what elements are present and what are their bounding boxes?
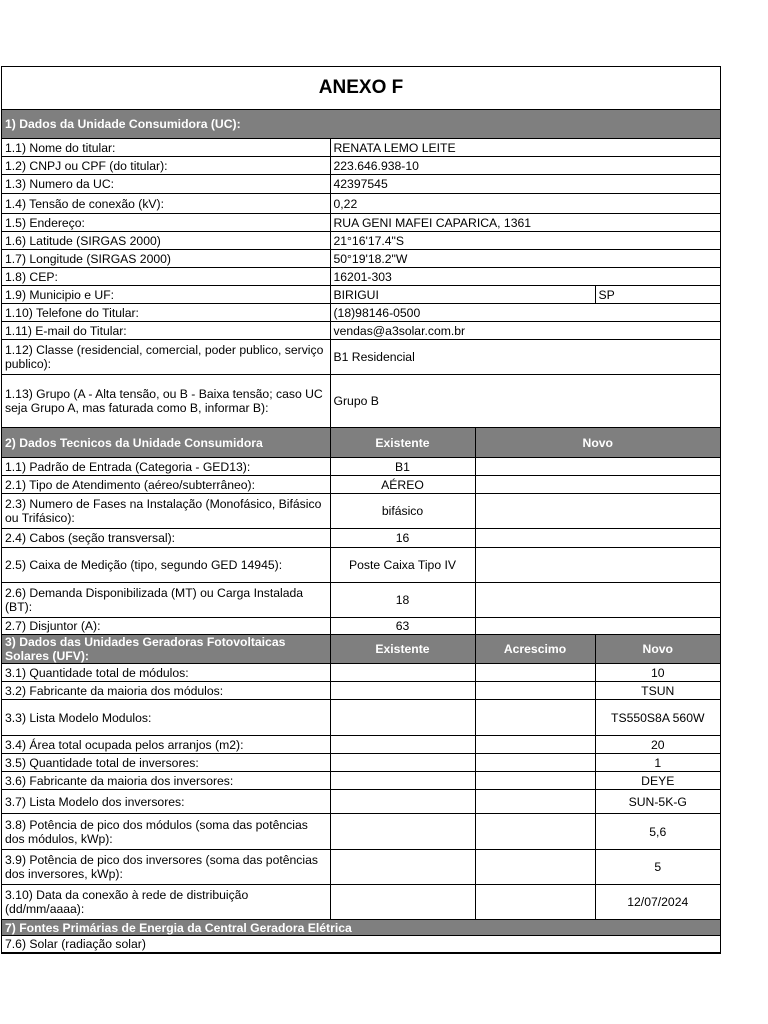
novo-value: DEYE <box>595 772 720 790</box>
existente-value <box>330 664 475 682</box>
existente-value: 63 <box>330 618 475 635</box>
acrescimo-value <box>475 682 595 700</box>
field-value: B1 Residencial <box>330 340 720 375</box>
title-row <box>2 67 720 110</box>
existente-value <box>330 850 475 885</box>
field-value: RENATA LEMO LEITE <box>330 139 720 157</box>
acrescimo-value <box>475 754 595 772</box>
field-label: 1.11) E-mail do Titular: <box>2 322 330 340</box>
novo-value: 20 <box>595 736 720 754</box>
existente-value <box>330 754 475 772</box>
field-label: 1.10) Telefone do Titular: <box>2 304 330 322</box>
table-row <box>2 157 720 175</box>
acrescimo-value <box>475 850 595 885</box>
existente-value: 16 <box>330 529 475 548</box>
novo-value <box>475 494 720 529</box>
novo-value: TSUN <box>595 682 720 700</box>
existente-value <box>330 772 475 790</box>
col-existente-header: Existente <box>330 635 475 664</box>
existente-value: Poste Caixa Tipo IV <box>330 548 475 583</box>
table-row <box>2 700 720 736</box>
table-row <box>2 232 720 250</box>
table-row <box>2 340 720 375</box>
existente-value <box>330 885 475 920</box>
novo-value <box>475 458 720 476</box>
novo-value <box>475 548 720 583</box>
table-row <box>2 286 720 304</box>
field-label: 3.3) Lista Modelo Modulos: <box>2 700 330 736</box>
table-row <box>2 529 720 548</box>
field-label: 1.7) Longitude (SIRGAS 2000) <box>2 250 330 268</box>
field-value: 50°19'18.2"W <box>330 250 720 268</box>
section-3-header: 3) Dados das Unidades Geradoras Fotovoltaicas Solares (UFV): <box>2 635 330 664</box>
acrescimo-value <box>475 814 595 850</box>
table-row <box>2 476 720 494</box>
acrescimo-value <box>475 790 595 814</box>
existente-value: AÉREO <box>330 476 475 494</box>
field-label: 1.12) Classe (residencial, comercial, poder publico, serviço publico): <box>2 340 330 375</box>
section-2-header: 2) Dados Tecnicos da Unidade Consumidora <box>2 428 330 458</box>
table-row <box>2 936 720 953</box>
table-row <box>2 375 720 428</box>
field-label: 1.9) Municipio e UF: <box>2 286 330 304</box>
field-label: 2.5) Caixa de Medição (tipo, segundo GED 14945): <box>2 548 330 583</box>
field-label: 3.9) Potência de pico dos inversores (soma das potências dos inversores, kWp): <box>2 850 330 885</box>
anexo-f-sheet <box>1 66 721 954</box>
table-row <box>2 664 720 682</box>
field-label: 1.13) Grupo (A - Alta tensão, ou B - Baixa tensão; caso UC seja Grupo A, mas faturada como B, informar B): <box>2 375 330 428</box>
field-label: 3.1) Quantidade total de módulos: <box>2 664 330 682</box>
table-row <box>2 322 720 340</box>
section-2-header-row <box>2 428 720 458</box>
col-novo-header: Novo <box>595 635 720 664</box>
novo-value <box>475 476 720 494</box>
field-label: 3.5) Quantidade total de inversores: <box>2 754 330 772</box>
col-existente-header: Existente <box>330 428 475 458</box>
anexo-f-table <box>2 67 720 953</box>
table-row <box>2 214 720 232</box>
novo-value: 1 <box>595 754 720 772</box>
section-1-header: 1) Dados da Unidade Consumidora (UC): <box>2 110 720 139</box>
field-value: 16201-303 <box>330 268 720 286</box>
page-title: ANEXO F <box>2 67 720 110</box>
table-row <box>2 790 720 814</box>
field-label: 1.3) Numero da UC: <box>2 175 330 194</box>
field-label: 2.4) Cabos (seção transversal): <box>2 529 330 548</box>
field-label: 2.7) Disjuntor (A): <box>2 618 330 635</box>
section-3-header-row <box>2 635 720 664</box>
field-label: 1.8) CEP: <box>2 268 330 286</box>
table-row <box>2 772 720 790</box>
field-label: 1.2) CNPJ ou CPF (do titular): <box>2 157 330 175</box>
field-value: 0,22 <box>330 194 720 214</box>
field-value: Grupo B <box>330 375 720 428</box>
table-row <box>2 885 720 920</box>
acrescimo-value <box>475 772 595 790</box>
existente-value <box>330 790 475 814</box>
acrescimo-value <box>475 664 595 682</box>
field-label: 3.8) Potência de pico dos módulos (soma das potências dos módulos, kWp): <box>2 814 330 850</box>
field-value: 21°16'17.4"S <box>330 232 720 250</box>
col-acrescimo-header: Acrescimo <box>475 635 595 664</box>
table-row <box>2 850 720 885</box>
novo-value: TS550S8A 560W <box>595 700 720 736</box>
existente-value <box>330 814 475 850</box>
field-label: 3.6) Fabricante da maioria dos inversores: <box>2 772 330 790</box>
field-value: vendas@a3solar.com.br <box>330 322 720 340</box>
section-7-header: 7) Fontes Primárias de Energia da Central Geradora Elétrica <box>2 920 720 936</box>
field-label: 1.1) Nome do titular: <box>2 139 330 157</box>
field-label: 1.5) Endereço: <box>2 214 330 232</box>
acrescimo-value <box>475 885 595 920</box>
field-label: 2.3) Numero de Fases na Instalação (Monofásico, Bifásico ou Trifásico): <box>2 494 330 529</box>
table-row <box>2 736 720 754</box>
novo-value <box>475 618 720 635</box>
acrescimo-value <box>475 700 595 736</box>
field-label: 1.1) Padrão de Entrada (Categoria - GED13): <box>2 458 330 476</box>
table-row <box>2 548 720 583</box>
novo-value: 5,6 <box>595 814 720 850</box>
field-label: 1.4) Tensão de conexão (kV): <box>2 194 330 214</box>
table-row <box>2 583 720 618</box>
field-value: 223.646.938-10 <box>330 157 720 175</box>
novo-value: 5 <box>595 850 720 885</box>
field-value: 42397545 <box>330 175 720 194</box>
field-label: 3.4) Área total ocupada pelos arranjos (m2): <box>2 736 330 754</box>
field-label: 3.7) Lista Modelo dos inversores: <box>2 790 330 814</box>
existente-value <box>330 682 475 700</box>
uf-value: SP <box>595 286 720 304</box>
table-row <box>2 458 720 476</box>
table-row <box>2 194 720 214</box>
table-row <box>2 494 720 529</box>
existente-value: bifásico <box>330 494 475 529</box>
field-value: RUA GENI MAFEI CAPARICA, 1361 <box>330 214 720 232</box>
field-label: 2.6) Demanda Disponibilizada (MT) ou Carga Instalada (BT): <box>2 583 330 618</box>
table-row <box>2 250 720 268</box>
novo-value <box>475 529 720 548</box>
table-row <box>2 618 720 635</box>
existente-value <box>330 736 475 754</box>
table-row <box>2 304 720 322</box>
field-label: 1.6) Latitude (SIRGAS 2000) <box>2 232 330 250</box>
section-7-header-row <box>2 920 720 936</box>
field-label: 7.6) Solar (radiação solar) <box>2 936 720 953</box>
col-novo-header: Novo <box>475 428 720 458</box>
table-row <box>2 139 720 157</box>
table-row <box>2 268 720 286</box>
existente-value <box>330 700 475 736</box>
table-row <box>2 754 720 772</box>
novo-value: SUN-5K-G <box>595 790 720 814</box>
field-value: (18)98146-0500 <box>330 304 720 322</box>
field-label: 3.2) Fabricante da maioria dos módulos: <box>2 682 330 700</box>
table-row <box>2 175 720 194</box>
section-1-header-row <box>2 110 720 139</box>
existente-value: B1 <box>330 458 475 476</box>
acrescimo-value <box>475 736 595 754</box>
novo-value: 10 <box>595 664 720 682</box>
novo-value <box>475 583 720 618</box>
municipio-value: BIRIGUI <box>330 286 595 304</box>
table-row <box>2 814 720 850</box>
table-row <box>2 682 720 700</box>
field-label: 3.10) Data da conexão à rede de distribuição (dd/mm/aaaa): <box>2 885 330 920</box>
novo-value: 12/07/2024 <box>595 885 720 920</box>
existente-value: 18 <box>330 583 475 618</box>
field-label: 2.1) Tipo de Atendimento (aéreo/subterrâneo): <box>2 476 330 494</box>
